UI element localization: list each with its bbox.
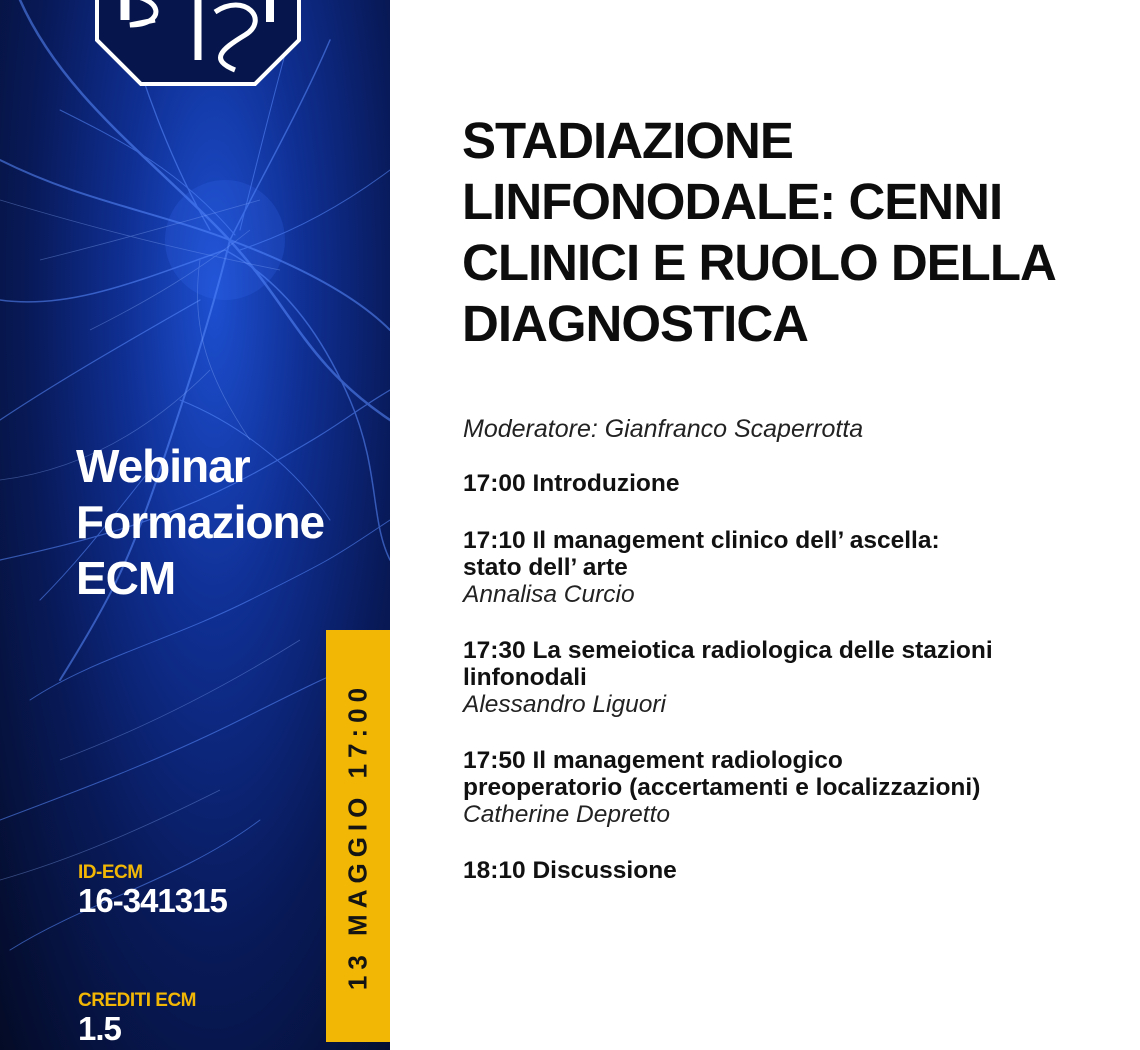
moderator: Moderatore: Gianfranco Scaperrotta [463,415,864,443]
program-item [463,637,1103,718]
webinar-line: Webinar [76,440,250,492]
program-title [463,470,1103,497]
program-title-line: 17:30 La semeiotica radiologica delle stazioni [463,637,993,664]
webinar-line: Formazione [76,496,325,548]
program-title-line: stato dell’ arte [463,554,628,581]
program-item [463,747,1103,828]
program-speaker: Catherine Depretto [463,801,671,828]
program-title-line: 17:50 Il management radiologico [463,747,843,774]
title-line: LINFONODALE: CENNI [462,173,1003,230]
program-title-line: 18:10 Discussione [463,857,677,884]
webinar-line: ECM [76,552,176,604]
program-item [463,857,1103,884]
program-title-line: 17:10 Il management clinico dell’ ascella: [463,527,940,554]
program-speaker: Annalisa Curcio [463,581,635,608]
right-panel [390,0,1140,1050]
id-ecm-value: 16-341315 [78,882,227,919]
program-title [463,637,1103,691]
program-title-line: linfonodali [463,664,587,691]
program-speaker: Alessandro Liguori [463,691,666,718]
program-item [463,470,1103,497]
program-title-line: 17:00 Introduzione [463,470,680,497]
crediti-ecm-value: 1.5 [78,1010,121,1047]
program-title [463,747,1103,801]
date-band [326,630,390,1042]
rsi-logo-icon [95,0,301,86]
program-title [463,527,1103,581]
title-line: CLINICI E RUOLO DELLA [462,234,1056,291]
crediti-ecm-label: CREDITI ECM [78,990,196,1011]
program-title-line: preoperatorio (accertamenti e localizzazioni) [463,774,981,801]
title-line: DIAGNOSTICA [462,295,808,352]
webinar-heading [76,438,324,606]
event-date: 13 MAGGIO 17:00 [342,681,373,991]
program-title [463,857,1103,884]
title-line: STADIAZIONE [462,112,793,169]
id-ecm-label: ID-ECM [78,862,143,883]
program-item [463,527,1103,608]
event-title [462,110,1102,354]
